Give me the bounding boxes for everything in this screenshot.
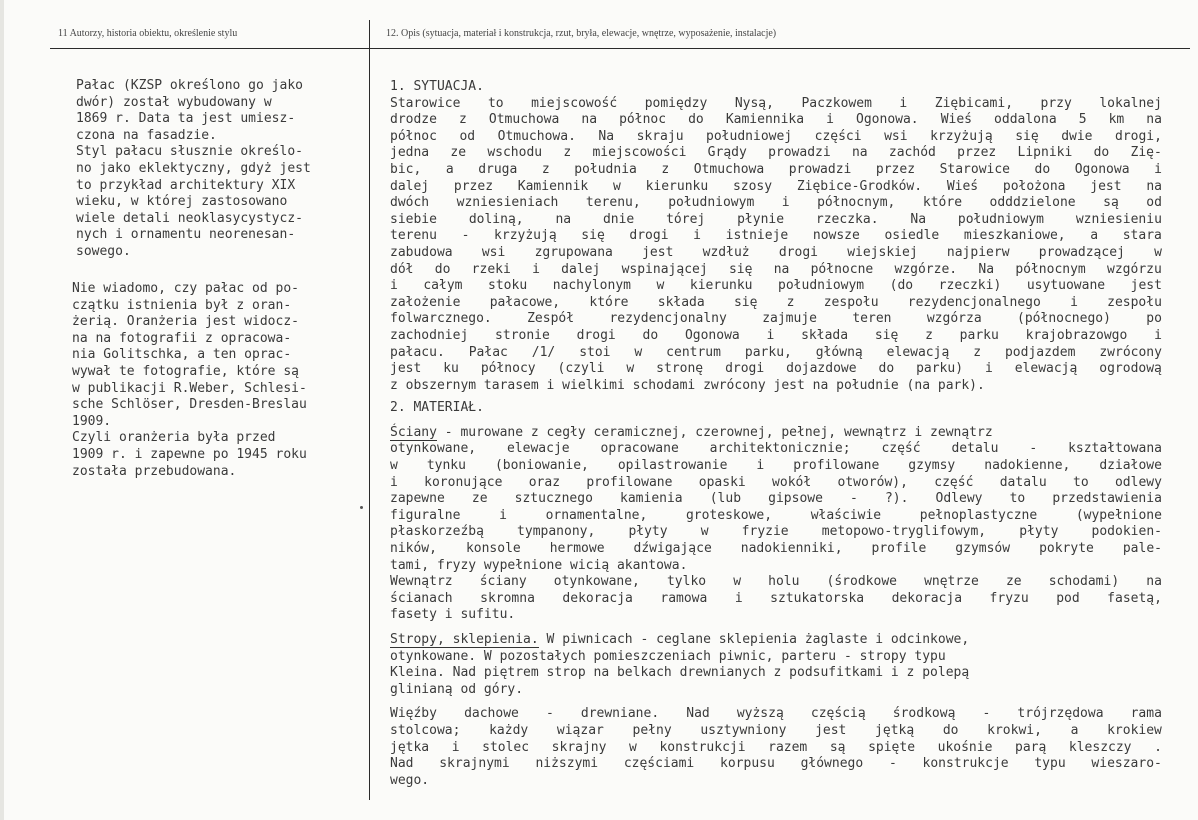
section-12-header: 12. Opis (sytuacja, materiał i konstrukcja, rzut, bryła, elewacje, wnętrze, wyposażenie, instalacje) bbox=[386, 28, 777, 39]
text-line: glinianą od góry. bbox=[390, 681, 524, 697]
stropy-label: Stropy, sklepienia. bbox=[390, 632, 539, 647]
text-line: Wewnątrz ściany otynkowane, tylko w holu (środkowe wnętrze ze schodami) na bbox=[390, 574, 1162, 590]
history-paragraph-2 bbox=[72, 281, 368, 480]
text-line: i całym stoku nachylonym w kierunku południowym (do rzeczki) usytuowane jest bbox=[390, 278, 1162, 294]
text-line: czona na fasadzie. bbox=[76, 127, 217, 143]
text-line: figuralne i ornamentalne, groteskowe, właściwie pełnoplastyczne (wypełnione bbox=[390, 507, 1162, 523]
text-line: i koronujące oraz profilowane opaski wokół otworów), część datalu to odlewy bbox=[390, 474, 1162, 490]
wewnatrz-text bbox=[390, 574, 1162, 624]
text-line: no jako eklektyczny, gdyż jest bbox=[76, 160, 311, 176]
text-line: sowego. bbox=[76, 243, 131, 259]
text-line: dół do rzeki i dalej wspinającej się na północne wzgórze. Na północnym wzgórzu bbox=[390, 261, 1162, 277]
stropy-first-text: W piwnicach - ceglane sklepienia żaglaste i odcinkowe, bbox=[538, 632, 970, 647]
stropy-first-line bbox=[390, 632, 1162, 649]
column-divider bbox=[369, 20, 370, 800]
text-line: otynkowane. W pozostałych pomieszczeniach piwnic, parteru - stropy typu bbox=[390, 648, 946, 664]
text-line: północ od Otmuchowa. Na skraju południowej części wsi krzyżują się dwie drogi, bbox=[390, 128, 1162, 144]
text-line: zachodniej stronie drogi do Ogonowa i składa się z parku krajobrazowgo i bbox=[390, 327, 1162, 343]
text-line: to przykład architektury XIX bbox=[76, 177, 296, 193]
text-line: dwóch wzniesieniach terenu, południowym i północnym, które odddzielone są od bbox=[390, 195, 1162, 211]
section-11-header: 11 Autorzy, historia obiektu, określenie stylu bbox=[58, 28, 238, 39]
text-line: jedna ze wschodu z miejscowości Grądy prowadzi na zachód przez Lipniki do Zię- bbox=[390, 145, 1162, 161]
text-line: Styl pałacu słusznie określo- bbox=[76, 144, 303, 160]
text-line: sche Schlöser, Dresden-Breslau bbox=[72, 397, 307, 413]
text-line: w publikacji R.Weber, Schlesi- bbox=[72, 380, 307, 396]
sciany-first-line bbox=[390, 425, 1162, 442]
text-line: Kleina. Nad piętrem strop na belkach drewnianych z podsufitkami i z polepą bbox=[390, 665, 970, 681]
text-line: wiele detali neoklasycystycz- bbox=[76, 210, 303, 226]
text-line: 1869 r. Data ta jest umiesz- bbox=[76, 111, 296, 127]
text-line: 1909 r. i zapewne po 1945 roku bbox=[72, 446, 307, 462]
text-line: zapewne ze sztucznego kamienia (lub gipsowe - ?). Odlewy to przedstawienia bbox=[390, 491, 1162, 507]
text-line: terenu - krzyżują się drogi i istnieje nowsze osiedle mieszkaniowe, a stara bbox=[390, 228, 1162, 244]
stropy-text bbox=[390, 649, 1162, 699]
text-line: zabudowa wsi zgrupowana jest wzdłuż drogi wiejskiej najpierw prowadzącej w bbox=[390, 244, 1162, 260]
wiezby-text bbox=[390, 706, 1162, 789]
text-line: Pałac (KZSP określono go jako bbox=[76, 78, 303, 93]
text-line: nych i ornamentu neorenesan- bbox=[76, 227, 296, 243]
text-line: na na fotografii z opracowa- bbox=[72, 330, 292, 346]
text-line: żerią. Oranżeria jest widocz- bbox=[72, 314, 299, 330]
text-line: została przebudowana. bbox=[72, 463, 237, 479]
sciany-label: Ściany bbox=[390, 424, 437, 440]
text-line: wieku, w której zastosowano bbox=[76, 194, 288, 210]
text-line: Nie wiadomo, czy pałac od po- bbox=[72, 281, 299, 296]
text-line: folwarcznego. Zespół rezydencjonalny zajmuje teren wzgórza (północnego) po bbox=[390, 311, 1162, 327]
text-line: Czyli oranżeria była przed bbox=[72, 430, 276, 446]
text-line: jest ku północy (czyli w stronę drogi dojazdowe do parku) i elewacją ogrodową bbox=[390, 361, 1162, 377]
text-line: stolcowa; każdy wiązar pełny usztywniony jest jętką do krokwi, a krokiew bbox=[390, 722, 1162, 738]
sytuacja-text bbox=[390, 96, 1162, 395]
text-line: jętka i stolec skrajny w konstrukcji razem są spięte ukośnie parą kleszczy . bbox=[390, 739, 1162, 755]
text-line: ników, konsole hermowe dźwigające nadokienniki, profile gzymsów pokryte pale- bbox=[390, 541, 1162, 557]
ink-dot bbox=[360, 506, 363, 509]
text-line: wywał te fotografie, które są bbox=[72, 363, 299, 379]
text-line: bic, a druga z południa z Otmuchowa prowadzi przez Starowice do Ogonowa i bbox=[390, 161, 1162, 177]
text-line: pałacu. Pałac /1/ stoi w centrum parku, główną elewacją z podjazdem zwrócony bbox=[390, 344, 1162, 360]
text-line: wego. bbox=[390, 772, 430, 788]
text-line: 1909. bbox=[72, 413, 112, 429]
text-line: z obszernym tarasem i wielkimi schodami zwrócony jest na południe (na park). bbox=[390, 377, 985, 393]
description-column bbox=[390, 79, 1162, 789]
text-line: tami, fryzy wypełnione wicią akantowa. bbox=[390, 557, 688, 573]
heading-material: 2. MATERIAŁ. bbox=[390, 400, 484, 416]
text-line: płaskorzeźbą tympanony, płyty w fryzie metopowo-tryglifowym, płyty podokien- bbox=[390, 524, 1162, 540]
heading-sytuacja: 1. SYTUACJA. bbox=[390, 79, 484, 94]
text-line: drodze z Otmuchowa na północ do Kamiennika i Ogonowa. Wieś oddalona 5 km na bbox=[390, 112, 1162, 128]
text-line: Starowice to miejscowość pomiędzy Nysą, Paczkowem i Ziębicami, przy lokalnej bbox=[390, 95, 1162, 111]
text-line: siebie doliną, na dnie tórej płynie rzeczka. Na południowym wzniesieniu bbox=[390, 211, 1162, 227]
scan-edge bbox=[0, 0, 4, 820]
text-line: założenie pałacowe, które składa się z zespołu rezydencjonalnego i zespołu bbox=[390, 294, 1162, 310]
sciany-first-text: - murowane z cegły ceramicznej, czerownej, pełnej, wewnątrz i zewnątrz bbox=[436, 424, 993, 440]
header-rule bbox=[50, 48, 1190, 49]
text-line: w tynku (boniowanie, opilastrowanie i profilowane gzymsy nadokienne, działowe bbox=[390, 458, 1162, 474]
text-line: ścianach skromna dekoracja ramowa i sztukatorska dekoracja fryzu pod fasetą, bbox=[390, 590, 1162, 606]
history-paragraph-1 bbox=[76, 78, 366, 261]
text-line: otynkowane, elewacje opracowane architektonicznie; część detalu - kształtowana bbox=[390, 441, 1162, 457]
text-line: dalej przez Kamiennik w kierunku szosy Ziębice-Grodków. Wieś położona jest na bbox=[390, 178, 1162, 194]
text-line: Więźby dachowe - drewniane. Nad wyższą częścią środkową - trójrzędowa rama bbox=[390, 706, 1162, 722]
text-line: nia Golitschka, a ten oprac- bbox=[72, 347, 292, 363]
text-line: fasety i sufitu. bbox=[390, 607, 516, 623]
text-line: czątku istnienia był z oran- bbox=[72, 297, 292, 313]
sciany-text bbox=[390, 441, 1162, 574]
text-line: Nad skrajnymi niższymi częściami korpusu głównego - konstrukcje typu wieszaro- bbox=[390, 756, 1162, 772]
text-line: dwór) został wybudowany w bbox=[76, 94, 272, 110]
